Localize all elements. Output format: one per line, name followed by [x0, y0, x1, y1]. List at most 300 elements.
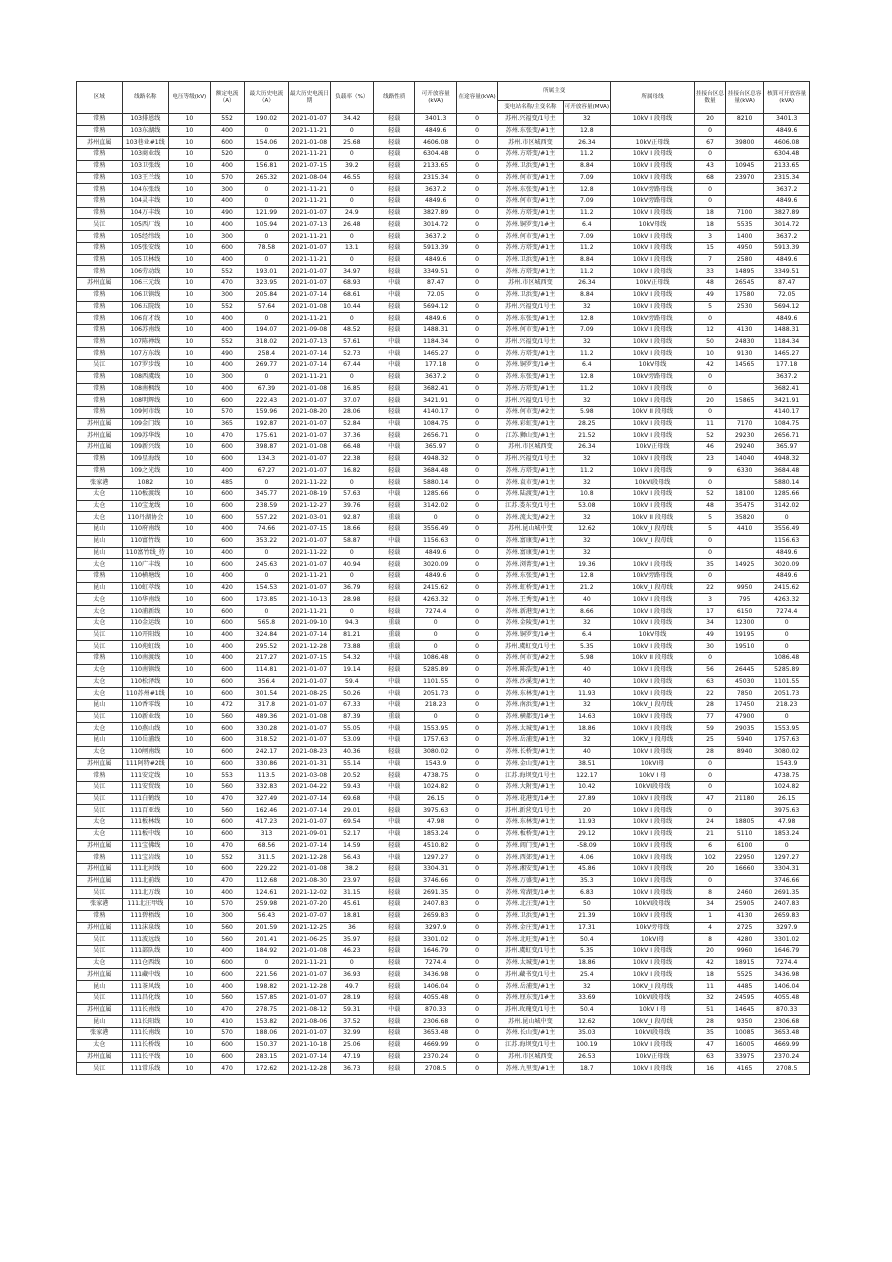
- cell-final-open-capacity: 1184.34: [764, 336, 810, 348]
- table-row: [77, 301, 810, 313]
- cell-bus: 10kV旁母线: [611, 922, 695, 934]
- cell-area: 太仓: [77, 957, 123, 969]
- cell-load-rate: 34.97: [330, 266, 373, 278]
- cell-voltage: 10: [169, 758, 210, 770]
- table-row: [77, 406, 810, 418]
- cell-total-capacity: 17580: [726, 289, 764, 301]
- cell-max-hist-current: 259.98: [244, 899, 289, 911]
- cell-load-rate: 0: [330, 313, 373, 325]
- cell-max-hist-current: 124.61: [244, 887, 289, 899]
- cell-area: 张家港: [77, 477, 123, 489]
- cell-final-open-capacity: 2133.65: [764, 160, 810, 172]
- cell-area: 昆山: [77, 735, 123, 747]
- cell-line-name: 109苏华线: [122, 430, 169, 442]
- cell-line-nature: 轻载: [374, 1016, 415, 1028]
- cell-total-units: 21: [694, 828, 725, 840]
- cell-line-nature: 轻载: [374, 899, 415, 911]
- cell-max-hist-date: 2021-07-20: [289, 899, 330, 911]
- cell-total-units: 18: [694, 969, 725, 981]
- cell-rated-current: 600: [210, 137, 244, 149]
- header-max-hist-date: 最大历史电流日期: [289, 82, 330, 114]
- cell-total-capacity: 35475: [726, 500, 764, 512]
- cell-line-name: 111板林线: [122, 817, 169, 829]
- cell-area: 苏州直属: [77, 875, 123, 887]
- cell-rated-current: 560: [210, 922, 244, 934]
- cell-line-nature: 轻载: [374, 149, 415, 161]
- cell-bus: 10kV I 段母线: [611, 383, 695, 395]
- cell-final-open-capacity: 1297.27: [764, 852, 810, 864]
- cell-max-hist-date: 2021-01-07: [289, 582, 330, 594]
- cell-load-rate: 0: [330, 254, 373, 266]
- cell-max-hist-date: 2021-11-22: [289, 477, 330, 489]
- cell-total-capacity: 24595: [726, 992, 764, 1004]
- cell-rated-current: 470: [210, 840, 244, 852]
- cell-line-nature: 中载: [374, 489, 415, 501]
- cell-total-units: 34: [694, 617, 725, 629]
- cell-area: 太仓: [77, 723, 123, 735]
- cell-area: 太仓: [77, 676, 123, 688]
- cell-open-capacity: 3682.41: [415, 383, 456, 395]
- cell-total-capacity: 9350: [726, 1016, 764, 1028]
- cell-max-hist-date: 2021-12-28: [289, 641, 330, 653]
- cell-substation-name: 苏州.万盛变/#1主: [498, 875, 563, 887]
- cell-total-capacity: 12300: [726, 617, 764, 629]
- cell-load-rate: 28.98: [330, 594, 373, 606]
- cell-final-open-capacity: 4948.32: [764, 453, 810, 465]
- cell-final-open-capacity: 1285.66: [764, 489, 810, 501]
- cell-line-name: 111北前线: [122, 875, 169, 887]
- cell-rated-current: 400: [210, 383, 244, 395]
- cell-area: 常熟: [77, 324, 123, 336]
- cell-max-hist-date: 2021-01-07: [289, 817, 330, 829]
- cell-max-hist-current: 0: [244, 184, 289, 196]
- cell-substation-name: 苏州.王秀变/#1主: [498, 594, 563, 606]
- table-row: [77, 676, 810, 688]
- table-row: [77, 219, 810, 231]
- cell-max-hist-current: 0: [244, 477, 289, 489]
- cell-final-open-capacity: 3301.02: [764, 934, 810, 946]
- table-row: [77, 981, 810, 993]
- cell-max-hist-date: 2021-03-01: [289, 512, 330, 524]
- cell-max-hist-date: 2021-07-15: [289, 524, 330, 536]
- cell-load-rate: 59.4: [330, 676, 373, 688]
- cell-load-rate: 0: [330, 957, 373, 969]
- cell-area: 昆山: [77, 1016, 123, 1028]
- table-row: [77, 1039, 810, 1051]
- table-row: [77, 266, 810, 278]
- cell-total-capacity: 5940: [726, 735, 764, 747]
- cell-max-hist-date: 2021-09-08: [289, 324, 330, 336]
- cell-line-name: 111常乐线: [122, 1063, 169, 1075]
- cell-sub-open-capacity: 12.8: [563, 125, 611, 137]
- cell-in-progress: 0: [456, 934, 497, 946]
- cell-load-rate: 0: [330, 149, 373, 161]
- cell-in-progress: 0: [456, 465, 497, 477]
- cell-substation-name: 苏州.玫瑰变/1号主: [498, 1004, 563, 1016]
- cell-area: 常熟: [77, 313, 123, 325]
- cell-total-capacity: 4485: [726, 981, 764, 993]
- cell-line-name: 111北河线: [122, 864, 169, 876]
- cell-rated-current: 600: [210, 512, 244, 524]
- cell-area: 太仓: [77, 512, 123, 524]
- cell-sub-open-capacity: 12.62: [563, 1016, 611, 1028]
- cell-line-nature: 中载: [374, 289, 415, 301]
- cell-rated-current: 600: [210, 242, 244, 254]
- table-row: [77, 535, 810, 547]
- cell-max-hist-current: 258.4: [244, 348, 289, 360]
- cell-max-hist-date: 2021-01-07: [289, 242, 330, 254]
- cell-max-hist-date: 2021-10-13: [289, 594, 330, 606]
- cell-line-nature: 轻载: [374, 324, 415, 336]
- cell-total-capacity: 29230: [726, 430, 764, 442]
- cell-in-progress: 0: [456, 395, 497, 407]
- cell-max-hist-current: 192.87: [244, 418, 289, 430]
- cell-open-capacity: 4263.32: [415, 594, 456, 606]
- cell-area: 常熟: [77, 172, 123, 184]
- cell-max-hist-current: 221.56: [244, 969, 289, 981]
- cell-line-nature: 轻载: [374, 524, 415, 536]
- cell-line-nature: 轻载: [374, 114, 415, 126]
- cell-max-hist-current: 113.5: [244, 770, 289, 782]
- cell-line-name: 111部队线: [122, 946, 169, 958]
- cell-final-open-capacity: 0: [764, 629, 810, 641]
- cell-rated-current: 400: [210, 524, 244, 536]
- cell-in-progress: 0: [456, 617, 497, 629]
- cell-in-progress: 0: [456, 688, 497, 700]
- cell-voltage: 10: [169, 910, 210, 922]
- cell-final-open-capacity: 0: [764, 711, 810, 723]
- cell-bus: 10kV II 段母线: [611, 512, 695, 524]
- cell-max-hist-current: 67.39: [244, 383, 289, 395]
- cell-in-progress: 0: [456, 430, 497, 442]
- cell-line-nature: 轻载: [374, 922, 415, 934]
- cell-in-progress: 0: [456, 184, 497, 196]
- cell-substation-name: 苏州.新港变/#1主: [498, 606, 563, 618]
- cell-total-capacity: 18805: [726, 817, 764, 829]
- cell-area: 常熟: [77, 149, 123, 161]
- cell-max-hist-date: 2021-07-15: [289, 160, 330, 172]
- cell-sub-open-capacity: 14.63: [563, 711, 611, 723]
- cell-max-hist-current: 78.58: [244, 242, 289, 254]
- cell-load-rate: 36: [330, 922, 373, 934]
- header-voltage: 电压等级(kV): [169, 82, 210, 114]
- cell-max-hist-current: 193.01: [244, 266, 289, 278]
- cell-total-units: 28: [694, 1016, 725, 1028]
- cell-max-hist-current: 68.56: [244, 840, 289, 852]
- cell-in-progress: 0: [456, 664, 497, 676]
- cell-line-nature: 轻载: [374, 184, 415, 196]
- cell-max-hist-date: 2021-12-27: [289, 500, 330, 512]
- cell-total-units: 18: [694, 207, 725, 219]
- cell-voltage: 10: [169, 571, 210, 583]
- table-row: [77, 207, 810, 219]
- table-body: [77, 114, 810, 1075]
- cell-total-units: 0: [694, 805, 725, 817]
- cell-line-name: 106三元线: [122, 278, 169, 290]
- cell-max-hist-date: 2021-08-04: [289, 172, 330, 184]
- cell-in-progress: 0: [456, 477, 497, 489]
- cell-open-capacity: 4849.6: [415, 547, 456, 559]
- cell-open-capacity: 2315.34: [415, 172, 456, 184]
- cell-area: 常熟: [77, 160, 123, 172]
- cell-max-hist-current: 205.84: [244, 289, 289, 301]
- cell-area: 太仓: [77, 559, 123, 571]
- cell-voltage: 10: [169, 817, 210, 829]
- header-total-units: 挂接台区总数量: [694, 82, 725, 114]
- cell-total-units: 0: [694, 875, 725, 887]
- cell-bus: 10kV I 段母线: [611, 946, 695, 958]
- cell-voltage: 10: [169, 266, 210, 278]
- cell-total-units: 0: [694, 313, 725, 325]
- cell-final-open-capacity: 7274.4: [764, 606, 810, 618]
- cell-substation-name: 苏州.何市变/#2主: [498, 406, 563, 418]
- cell-substation-name: 苏州.东张变/#1主: [498, 184, 563, 196]
- table-row: [77, 547, 810, 559]
- cell-in-progress: 0: [456, 360, 497, 372]
- cell-final-open-capacity: 1553.95: [764, 723, 810, 735]
- cell-voltage: 10: [169, 383, 210, 395]
- cell-line-name: 103王兰线: [122, 172, 169, 184]
- cell-sub-open-capacity: 7.09: [563, 324, 611, 336]
- cell-open-capacity: 4849.6: [415, 313, 456, 325]
- cell-open-capacity: 3653.48: [415, 1028, 456, 1040]
- cell-area: 张家港: [77, 899, 123, 911]
- cell-max-hist-current: 150.37: [244, 1039, 289, 1051]
- cell-final-open-capacity: 3421.91: [764, 395, 810, 407]
- cell-area: 太仓: [77, 606, 123, 618]
- cell-load-rate: 73.88: [330, 641, 373, 653]
- cell-rated-current: 470: [210, 430, 244, 442]
- cell-bus: 10kV正母线: [611, 1051, 695, 1063]
- cell-line-name: 110岳浦线: [122, 735, 169, 747]
- cell-load-rate: 52.73: [330, 348, 373, 360]
- cell-max-hist-current: 417.23: [244, 817, 289, 829]
- cell-load-rate: 52.84: [330, 418, 373, 430]
- cell-rated-current: 400: [210, 946, 244, 958]
- cell-area: 太仓: [77, 1039, 123, 1051]
- cell-total-capacity: 29035: [726, 723, 764, 735]
- cell-line-nature: 轻载: [374, 571, 415, 583]
- cell-in-progress: 0: [456, 559, 497, 571]
- cell-max-hist-current: 105.94: [244, 219, 289, 231]
- header-line-nature: 线路性质: [374, 82, 415, 114]
- cell-rated-current: 470: [210, 1063, 244, 1075]
- cell-line-name: 108南枫线: [122, 383, 169, 395]
- cell-in-progress: 0: [456, 981, 497, 993]
- cell-max-hist-date: 2021-07-14: [289, 360, 330, 372]
- cell-load-rate: 26.48: [330, 219, 373, 231]
- cell-open-capacity: 1465.27: [415, 348, 456, 360]
- cell-total-capacity: 4165: [726, 1063, 764, 1075]
- cell-sub-open-capacity: 12.8: [563, 184, 611, 196]
- cell-final-open-capacity: 3349.51: [764, 266, 810, 278]
- cell-line-nature: 中载: [374, 817, 415, 829]
- cell-final-open-capacity: 3020.09: [764, 559, 810, 571]
- cell-rated-current: 300: [210, 184, 244, 196]
- cell-total-capacity: 9960: [726, 946, 764, 958]
- cell-rated-current: 470: [210, 278, 244, 290]
- cell-total-capacity: 9130: [726, 348, 764, 360]
- cell-line-name: 111长平线: [122, 1051, 169, 1063]
- cell-load-rate: 49.7: [330, 981, 373, 993]
- cell-in-progress: 0: [456, 231, 497, 243]
- cell-line-nature: 轻载: [374, 969, 415, 981]
- cell-open-capacity: 26.15: [415, 793, 456, 805]
- table-row: [77, 641, 810, 653]
- cell-final-open-capacity: 4849.6: [764, 254, 810, 266]
- cell-in-progress: 0: [456, 278, 497, 290]
- cell-max-hist-date: 2021-01-07: [289, 395, 330, 407]
- cell-voltage: 10: [169, 395, 210, 407]
- cell-max-hist-date: 2021-01-07: [289, 430, 330, 442]
- cell-max-hist-current: 332.83: [244, 781, 289, 793]
- cell-final-open-capacity: 4849.6: [764, 571, 810, 583]
- cell-total-capacity: 21180: [726, 793, 764, 805]
- cell-line-nature: 轻载: [374, 547, 415, 559]
- cell-line-nature: 轻载: [374, 465, 415, 477]
- cell-line-name: 106劳动线: [122, 266, 169, 278]
- cell-total-units: 33: [694, 266, 725, 278]
- cell-total-units: 1: [694, 910, 725, 922]
- cell-max-hist-current: 317.8: [244, 699, 289, 711]
- cell-max-hist-current: 0: [244, 606, 289, 618]
- cell-bus: 10kV I 段母线: [611, 817, 695, 829]
- cell-voltage: 10: [169, 406, 210, 418]
- cell-final-open-capacity: 2315.34: [764, 172, 810, 184]
- cell-rated-current: 552: [210, 852, 244, 864]
- cell-open-capacity: 4606.08: [415, 137, 456, 149]
- table-row: [77, 571, 810, 583]
- cell-line-name: 111宝岩线: [122, 852, 169, 864]
- cell-load-rate: 22.38: [330, 453, 373, 465]
- table-row: [77, 395, 810, 407]
- cell-total-capacity: 4130: [726, 910, 764, 922]
- cell-total-capacity: 17450: [726, 699, 764, 711]
- cell-open-capacity: 1184.34: [415, 336, 456, 348]
- cell-total-units: 12: [694, 324, 725, 336]
- cell-rated-current: 600: [210, 957, 244, 969]
- cell-open-capacity: 47.98: [415, 817, 456, 829]
- cell-total-units: 50: [694, 336, 725, 348]
- cell-line-name: 109新兴线: [122, 442, 169, 454]
- cell-in-progress: 0: [456, 910, 497, 922]
- cell-voltage: 10: [169, 207, 210, 219]
- cell-final-open-capacity: 2407.83: [764, 899, 810, 911]
- cell-substation-name: 苏州.方塔变/#1主: [498, 465, 563, 477]
- cell-line-nature: 中载: [374, 735, 415, 747]
- cell-bus: 10kV旁路母线: [611, 371, 695, 383]
- cell-max-hist-current: 201.59: [244, 922, 289, 934]
- table-row: [77, 559, 810, 571]
- cell-load-rate: 48.52: [330, 324, 373, 336]
- cell-voltage: 10: [169, 453, 210, 465]
- cell-line-name: 111碧梧线: [122, 910, 169, 922]
- cell-voltage: 10: [169, 770, 210, 782]
- cell-total-capacity: 14565: [726, 360, 764, 372]
- cell-line-nature: 中载: [374, 418, 415, 430]
- cell-bus: [611, 547, 695, 559]
- cell-max-hist-current: 121.99: [244, 207, 289, 219]
- cell-max-hist-current: 301.54: [244, 688, 289, 700]
- cell-substation-name: 苏州.何市变/#1主: [498, 196, 563, 208]
- cell-area: 吴江: [77, 781, 123, 793]
- cell-max-hist-date: 2021-07-14: [289, 289, 330, 301]
- cell-in-progress: 0: [456, 160, 497, 172]
- cell-voltage: 10: [169, 629, 210, 641]
- cell-substation-name: 苏州.卫浜变/#1主: [498, 289, 563, 301]
- cell-bus: 10kV I 段母线: [611, 231, 695, 243]
- cell-open-capacity: 0: [415, 641, 456, 653]
- cell-sub-open-capacity: 28.25: [563, 418, 611, 430]
- cell-total-units: 56: [694, 664, 725, 676]
- cell-total-units: 25: [694, 735, 725, 747]
- cell-total-units: 0: [694, 184, 725, 196]
- cell-sub-open-capacity: 21.2: [563, 582, 611, 594]
- cell-open-capacity: 2656.71: [415, 430, 456, 442]
- cell-rated-current: 560: [210, 992, 244, 1004]
- cell-sub-open-capacity: 26.34: [563, 442, 611, 454]
- cell-rated-current: 400: [210, 981, 244, 993]
- cell-bus: 10kV_I 段母线: [611, 582, 695, 594]
- cell-max-hist-current: 557.22: [244, 512, 289, 524]
- table-row: [77, 500, 810, 512]
- cell-line-name: 111长阳线: [122, 1016, 169, 1028]
- cell-load-rate: 19.14: [330, 664, 373, 676]
- cell-line-name: 110富竹线: [122, 535, 169, 547]
- cell-sub-open-capacity: 32: [563, 336, 611, 348]
- table-row: [77, 489, 810, 501]
- cell-in-progress: 0: [456, 524, 497, 536]
- table-row: [77, 711, 810, 723]
- cell-max-hist-current: 188.06: [244, 1028, 289, 1040]
- cell-area: 吴江: [77, 805, 123, 817]
- cell-area: 常熟: [77, 383, 123, 395]
- cell-open-capacity: 3746.66: [415, 875, 456, 887]
- cell-max-hist-current: 238.59: [244, 500, 289, 512]
- cell-bus: 10kV I 母: [611, 770, 695, 782]
- table-row: [77, 430, 810, 442]
- cell-rated-current: 365: [210, 418, 244, 430]
- cell-rated-current: 600: [210, 395, 244, 407]
- cell-rated-current: 600: [210, 559, 244, 571]
- cell-load-rate: 35.97: [330, 934, 373, 946]
- cell-sub-open-capacity: 18.86: [563, 957, 611, 969]
- cell-total-capacity: [726, 313, 764, 325]
- cell-in-progress: 0: [456, 699, 497, 711]
- cell-in-progress: 0: [456, 805, 497, 817]
- cell-rated-current: 600: [210, 1039, 244, 1051]
- cell-line-nature: 中载: [374, 828, 415, 840]
- cell-total-capacity: 4280: [726, 934, 764, 946]
- cell-rated-current: 552: [210, 114, 244, 126]
- cell-line-name: 111阿特#2线: [122, 758, 169, 770]
- cell-substation-name: 苏州.东林变/#1主: [498, 817, 563, 829]
- cell-open-capacity: 3637.2: [415, 231, 456, 243]
- cell-voltage: 10: [169, 840, 210, 852]
- cell-open-capacity: 3684.48: [415, 465, 456, 477]
- cell-total-units: 22: [694, 688, 725, 700]
- cell-line-nature: 轻载: [374, 664, 415, 676]
- cell-rated-current: 485: [210, 477, 244, 489]
- cell-substation-name: 苏州.太城变/#1主: [498, 723, 563, 735]
- cell-voltage: 10: [169, 114, 210, 126]
- cell-final-open-capacity: 3827.89: [764, 207, 810, 219]
- cell-in-progress: 0: [456, 723, 497, 735]
- cell-open-capacity: 5880.14: [415, 477, 456, 489]
- cell-line-nature: 轻载: [374, 887, 415, 899]
- cell-line-nature: 轻载: [374, 957, 415, 969]
- cell-bus: 10kV I 段母线: [611, 289, 695, 301]
